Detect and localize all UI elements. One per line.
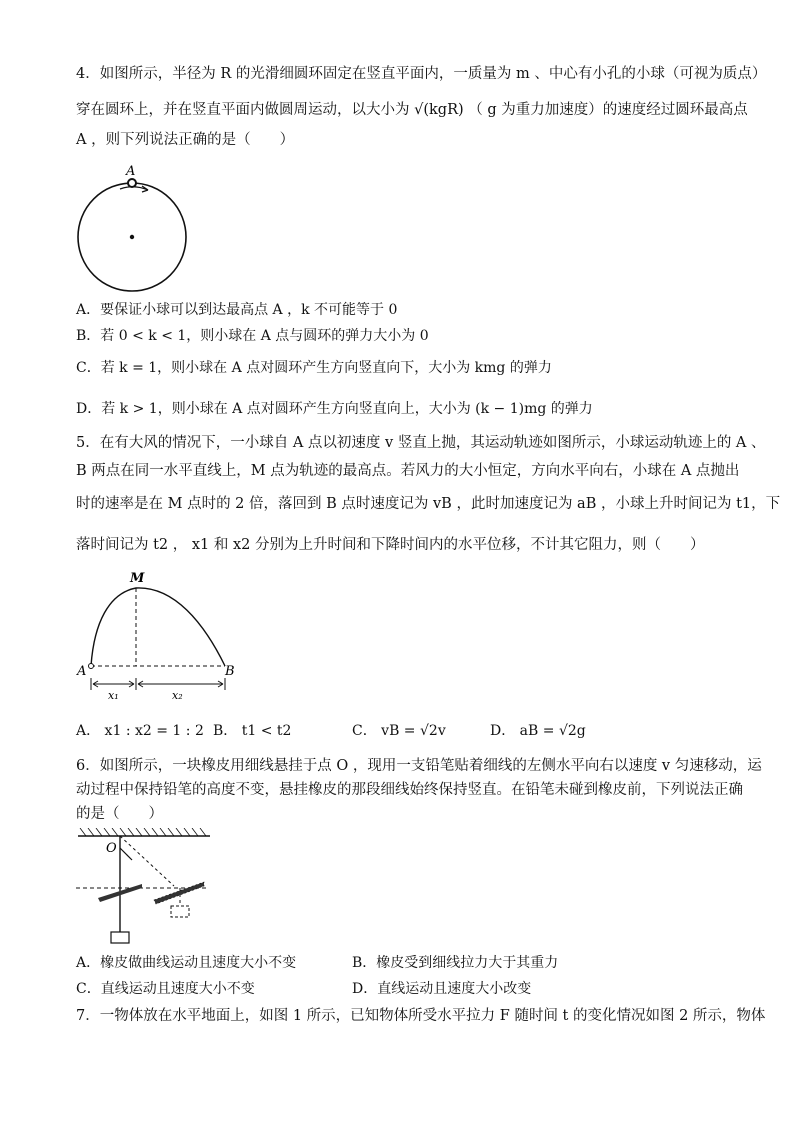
q4-figure-ring — [74, 160, 196, 292]
q4-stem-line-2: 穿在圆环上，并在竖直平面内做圆周运动，以大小为 √(kgR) （ g 为重力加速度）的速度经过圆环最高点 — [76, 102, 748, 118]
q5-option-b[interactable]: B． t1 < t2 — [213, 723, 292, 739]
q4-option-a[interactable]: A．要保证小球可以到达最高点 A ，k 不可能等于 0 — [76, 302, 398, 318]
q6-option-c[interactable]: C．直线运动且速度大小不变 — [76, 981, 255, 997]
x2-label: x₂ — [172, 689, 183, 702]
q4-option-b[interactable]: B．若 0 < k < 1，则小球在 A 点与圆环的弹力大小为 0 — [76, 328, 429, 344]
q4-option-d[interactable]: D．若 k > 1，则小球在 A 点对圆环产生方向竖直向上，大小为 (k − 1)mg 的弹力 — [76, 401, 593, 417]
q6-option-a[interactable]: A．橡皮做曲线运动且速度大小不变 — [76, 955, 297, 971]
eraser — [111, 932, 129, 943]
pencil-right — [154, 882, 204, 904]
q6-option-b[interactable]: B．橡皮受到细线拉力大于其重力 — [352, 955, 559, 971]
pencil-mark — [120, 848, 132, 860]
point-o-label: O — [106, 841, 117, 856]
start-point — [89, 664, 94, 669]
q6-option-d[interactable]: D．直线运动且速度大小改变 — [352, 981, 532, 997]
point-a-label: A — [126, 164, 136, 179]
trajectory-curve — [91, 588, 225, 666]
q5-figure-trajectory — [74, 568, 244, 704]
q4-stem-line-1: 4．如图所示，半径为 R 的光滑细圆环固定在竖直平面内，一质量为 m 、中心有小孔的小球（可视为质点） — [76, 66, 767, 82]
q5-option-c[interactable]: C． vB = √2v — [352, 723, 446, 739]
q7-stem-line-1: 7．一物体放在水平地面上，如图 1 所示，已知物体所受水平拉力 F 随时间 t 的变化情况如图 2 所示，物体 — [76, 1008, 766, 1024]
q5-option-d[interactable]: D． aB = √2g — [490, 723, 586, 739]
q6-figure-pencil-eraser — [74, 828, 218, 946]
eraser-dashed — [171, 906, 189, 917]
x1-label: x₁ — [108, 689, 119, 702]
ring-center-dot — [130, 235, 134, 239]
q5-option-a[interactable]: A． x1 : x2 = 1 : 2 — [76, 723, 204, 739]
q6-stem-line-2: 动过程中保持铅笔的高度不变，悬挂橡皮的那段细线始终保持竖直。在铅笔未碰到橡皮前，下列说法正确 — [76, 782, 743, 798]
q6-stem-line-1: 6．如图所示，一块橡皮用细线悬挂于点 O ，现用一支铅笔贴着细线的左侧水平向右以速度 v 匀速移动，运 — [76, 758, 762, 774]
point-b-label: B — [225, 664, 235, 679]
q5-stem-line-1: 5．在有大风的情况下，一小球自 A 点以初速度 v 竖直上抛，其运动轨迹如图所示，小球运动轨迹上的 A 、 — [76, 435, 766, 451]
string-slanted — [120, 836, 174, 886]
q5-stem-line-3: 时的速率是在 M 点时的 2 倍，落回到 B 点时速度记为 vB ，此时加速度记为 aB ，小球上升时间记为 t1，下 — [76, 496, 781, 512]
ceiling-hatch — [80, 828, 206, 836]
ball — [128, 179, 136, 187]
q5-stem-line-4: 落时间记为 t2 ， x1 和 x2 分别为上升时间和下降时间内的水平位移，不计其它阻力，则（ ） — [76, 537, 705, 553]
point-m-label: M — [130, 571, 145, 586]
point-a-label: A — [77, 664, 87, 679]
q6-stem-line-3: 的是（ ） — [76, 806, 163, 822]
q4-option-c[interactable]: C．若 k = 1，则小球在 A 点对圆环产生方向竖直向下，大小为 kmg 的弹力 — [76, 360, 552, 376]
q5-stem-line-2: B 两点在同一水平直线上，M 点为轨迹的最高点。若风力的大小恒定，方向水平向右，小球在 A 点抛出 — [76, 463, 740, 479]
q4-stem-line-3: A ，则下列说法正确的是（ ） — [76, 132, 295, 148]
